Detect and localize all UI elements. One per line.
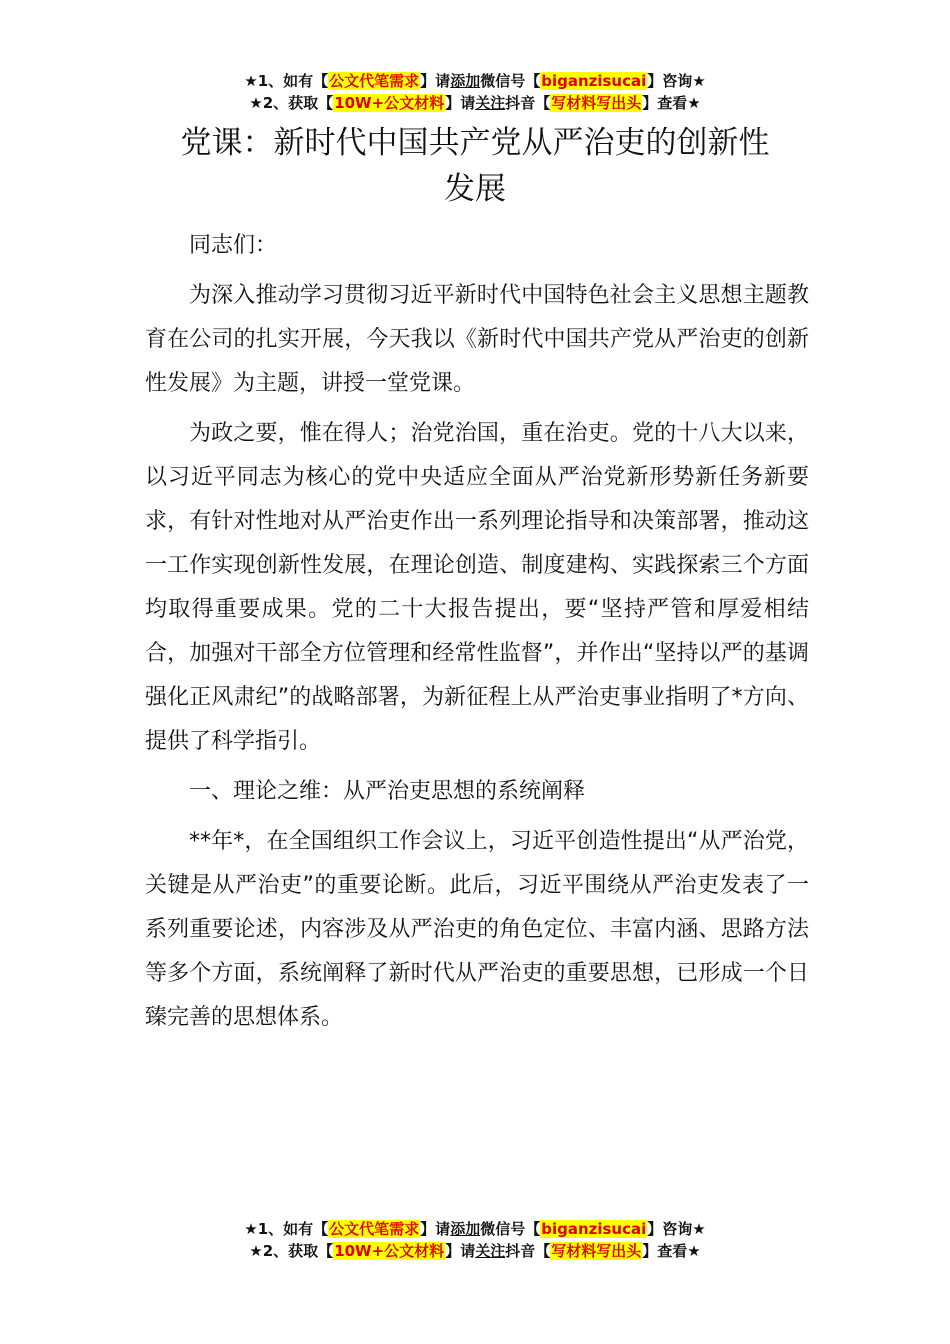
promo-emphasis: 添加 <box>450 72 481 90</box>
promo-line-2 <box>0 92 950 114</box>
promo-highlight: 公文代笔需求 <box>329 72 420 90</box>
promo-text: ★1、如有【 <box>244 1220 329 1238</box>
promo-text: 】请 <box>420 72 451 90</box>
paragraph: **年*，在全国组织工作会议上，习近平创造性提出“从严治党，关键是从严治吏”的重要论断。此后，习近平围绕从严治吏发表了一系列重要论述，内容涉及从严治吏的角色定位、丰富内涵、思路方法等多个方面，系统阐释了新时代从严治吏的重要思想，已形成一个日臻完善的思想体系。 <box>145 829 809 1030</box>
title-line-1: 党课：新时代中国共产党从严治吏的创新性 <box>180 125 770 161</box>
header-promo-banner <box>0 70 950 114</box>
promo-highlight: 10W+公文材料 <box>334 94 445 112</box>
promo-douyin-id: 写材料写出头 <box>551 1242 642 1260</box>
promo-text: ★2、获取【 <box>249 1242 334 1260</box>
title-line-2: 发展 <box>444 171 506 207</box>
document-body <box>145 224 809 1040</box>
promo-wechat-id: biganzisucai <box>541 72 647 90</box>
promo-line-1 <box>0 70 950 92</box>
document-title <box>0 120 950 212</box>
promo-text: ★2、获取【 <box>249 94 334 112</box>
promo-douyin-id: 写材料写出头 <box>551 94 642 112</box>
promo-text: 】请 <box>420 1220 451 1238</box>
promo-text: 】请 <box>445 94 476 112</box>
promo-emphasis: 关注 <box>475 1242 506 1260</box>
footer-promo-banner <box>0 1218 950 1262</box>
section-heading: 一、理论之维：从严治吏思想的系统阐释 <box>189 779 586 804</box>
promo-line-1 <box>0 1218 950 1240</box>
salutation: 同志们： <box>189 233 278 258</box>
promo-text: 微信号【 <box>480 72 541 90</box>
promo-text: 】查看★ <box>642 1242 701 1260</box>
promo-text: 抖音【 <box>505 1242 551 1260</box>
promo-text: 】请 <box>445 1242 476 1260</box>
promo-wechat-id: biganzisucai <box>541 1220 647 1238</box>
promo-text: 】咨询★ <box>647 1220 706 1238</box>
promo-text: 微信号【 <box>480 1220 541 1238</box>
promo-highlight: 公文代笔需求 <box>329 1220 420 1238</box>
promo-highlight: 10W+公文材料 <box>334 1242 445 1260</box>
promo-emphasis: 添加 <box>450 1220 481 1238</box>
promo-text: ★1、如有【 <box>244 72 329 90</box>
promo-text: 抖音【 <box>505 94 551 112</box>
paragraph: 为政之要，惟在得人；治党治国，重在治吏。党的十八大以来，以习近平同志为核心的党中央适应全面从严治党新形势新任务新要求，有针对性地对从严治吏作出一系列理论指导和决策部署，推动这一工作实现创新性发展，在理论创造、制度建构、实践探索三个方面均取得重要成果。党的二十大报告提出，要“坚持严管和厚爱相结合，加强对干部全方位管理和经常性监督”，并作出“坚持以严的基调强化正风肃纪”的战略部署，为新征程上从严治吏事业指明了*方向、提供了科学指引。 <box>145 421 809 754</box>
paragraph: 为深入推动学习贯彻习近平新时代中国特色社会主义思想主题教育在公司的扎实开展，今天我以《新时代中国共产党从严治吏的创新性发展》为主题，讲授一堂党课。 <box>145 283 809 396</box>
promo-line-2 <box>0 1240 950 1262</box>
promo-text: 】查看★ <box>642 94 701 112</box>
promo-text: 】咨询★ <box>647 72 706 90</box>
promo-emphasis: 关注 <box>475 94 506 112</box>
